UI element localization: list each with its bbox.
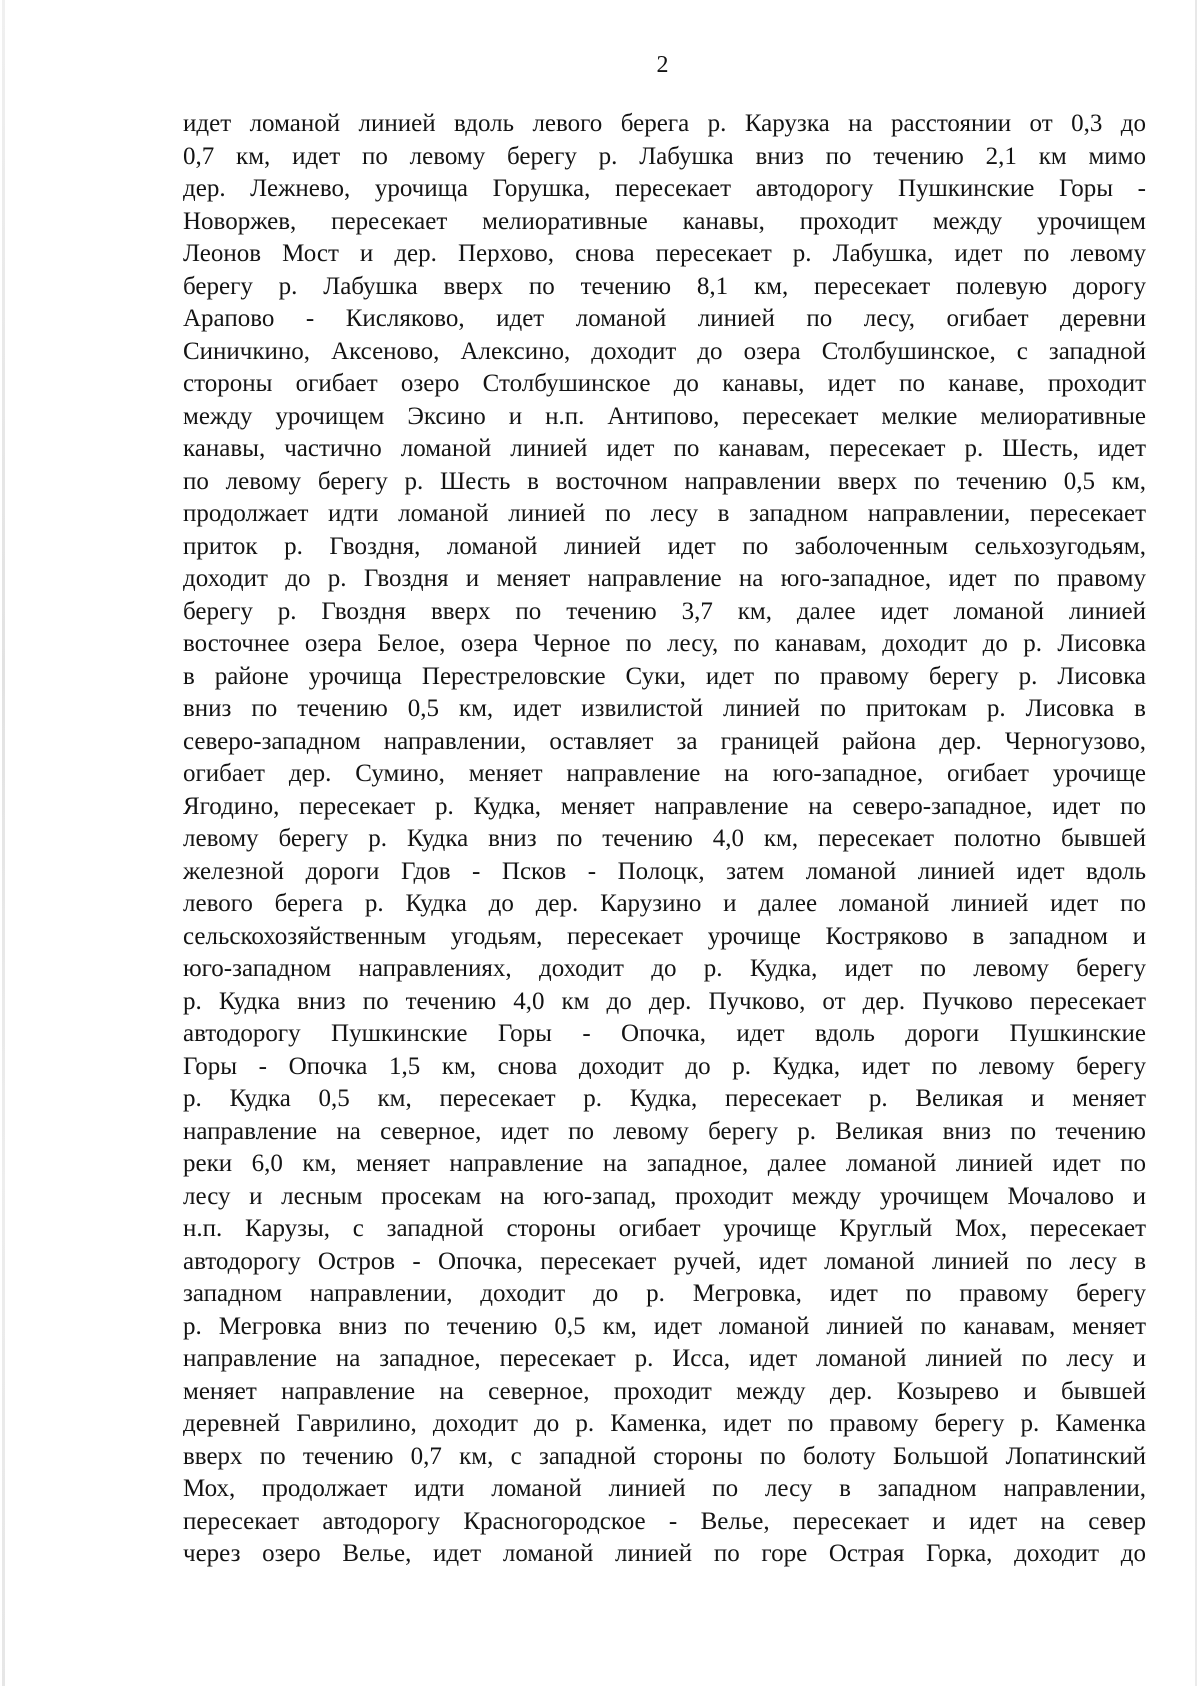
- scan-edge-left: [2, 0, 5, 1686]
- text-line: левого берега р. Кудка до дер. Карузино и далее ломаной линией идет по: [183, 890, 1146, 917]
- text-line: юго-западном направлениях, доходит до р. Кудка, идет по левому берегу: [183, 955, 1146, 982]
- text-line: деревней Гаврилино, доходит до р. Каменка, идет по правому берегу р. Каменка: [183, 1410, 1146, 1437]
- text-line: лесу и лесным просекам на юго-запад, проходит между урочищем Мочалово и: [183, 1182, 1146, 1210]
- text-line: автодорогу Пушкинские Горы - Опочка, идет вдоль дороги Пушкинские: [183, 1020, 1146, 1047]
- document-body: [183, 108, 1146, 1571]
- text-line: пересекает автодорогу Красногородское - Велье, пересекает и идет на север: [183, 1507, 1146, 1535]
- text-line: огибает дер. Сумино, меняет направление на юго-западное, огибает урочище: [183, 760, 1146, 787]
- text-line: через озеро Велье, идет ломаной линией по горе Острая Горка, доходит до: [183, 1540, 1146, 1567]
- text-line: реки 6,0 км, меняет направление на западное, далее ломаной линией идет по: [183, 1150, 1146, 1177]
- text-line: направление на северное, идет по левому берегу р. Великая вниз по течению: [183, 1117, 1146, 1145]
- text-line: автодорогу Остров - Опочка, пересекает ручей, идет ломаной линией по лесу в: [183, 1247, 1146, 1275]
- text-line: доходит до р. Гвоздня и меняет направление на юго-западное, идет по правому: [183, 565, 1146, 592]
- text-line: восточнее озера Белое, озера Черное по лесу, по канавам, доходит до р. Лисовка: [183, 630, 1146, 657]
- text-line: берегу р. Гвоздня вверх по течению 3,7 км, далее идет ломаной линией: [183, 597, 1146, 625]
- page-number: 2: [656, 52, 669, 78]
- text-line: Горы - Опочка 1,5 км, снова доходит до р. Кудка, идет по левому берегу: [183, 1052, 1146, 1080]
- text-line: р. Кудка 0,5 км, пересекает р. Кудка, пересекает р. Великая и меняет: [183, 1085, 1146, 1112]
- text-line: дер. Лежнево, урочища Горушка, пересекает автодорогу Пушкинские Горы -: [183, 175, 1146, 202]
- text-line: приток р. Гвоздня, ломаной линией идет по заболоченным сельхозугодьям,: [183, 532, 1146, 560]
- text-line: р. Мегровка вниз по течению 0,5 км, идет ломаной линией по канавам, меняет: [183, 1312, 1146, 1340]
- text-line: левому берегу р. Кудка вниз по течению 4,0 км, пересекает полотно бывшей: [183, 825, 1146, 852]
- text-line: вверх по течению 0,7 км, с западной стороны по болоту Большой Лопатинский: [183, 1442, 1146, 1470]
- text-line: северо-западном направлении, оставляет за границей района дер. Черногузово,: [183, 727, 1146, 755]
- text-line: Синичкино, Аксеново, Алексино, доходит до озера Столбушинское, с западной: [183, 337, 1146, 365]
- text-line: н.п. Карузы, с западной стороны огибает урочище Круглый Мох, пересекает: [183, 1215, 1146, 1242]
- text-line: Леонов Мост и дер. Перхово, снова пересекает р. Лабушка, идет по левому: [183, 240, 1146, 267]
- text-line: стороны огибает озеро Столбушинское до канавы, идет по канаве, проходит: [183, 370, 1146, 397]
- text-line: между урочищем Эксино и н.п. Антипово, пересекает мелкие мелиоративные: [183, 402, 1146, 430]
- text-line: Новоржев, пересекает мелиоративные канавы, проходит между урочищем: [183, 207, 1146, 235]
- text-line: сельскохозяйственным угодьям, пересекает урочище Костряково в западном и: [183, 922, 1146, 950]
- text-line: Арапово - Кисляково, идет ломаной линией по лесу, огибает деревни: [183, 305, 1146, 332]
- text-line: 0,7 км, идет по левому берегу р. Лабушка вниз по течению 2,1 км мимо: [183, 142, 1146, 170]
- text-line: направление на западное, пересекает р. Исса, идет ломаной линией по лесу и: [183, 1345, 1146, 1372]
- scan-edge-right: [1195, 0, 1197, 1686]
- text-line: р. Кудка вниз по течению 4,0 км до дер. Пучково, от дер. Пучково пересекает: [183, 987, 1146, 1015]
- text-line: вниз по течению 0,5 км, идет извилистой линией по притокам р. Лисовка в: [183, 695, 1146, 722]
- text-line: берегу р. Лабушка вверх по течению 8,1 км, пересекает полевую дорогу: [183, 272, 1146, 300]
- text-line: западном направлении, доходит до р. Мегровка, идет по правому берегу: [183, 1280, 1146, 1307]
- text-line: меняет направление на северное, проходит между дер. Козырево и бывшей: [183, 1377, 1146, 1405]
- text-line: железной дороги Гдов - Псков - Полоцк, затем ломаной линией идет вдоль: [183, 857, 1146, 885]
- text-line: в районе урочища Перестреловские Суки, идет по правому берегу р. Лисовка: [183, 662, 1146, 690]
- text-line: идет ломаной линией вдоль левого берега р. Карузка на расстоянии от 0,3 до: [183, 110, 1146, 137]
- text-line: по левому берегу р. Шесть в восточном направлении вверх по течению 0,5 км,: [183, 467, 1146, 495]
- text-line: Мох, продолжает идти ломаной линией по лесу в западном направлении,: [183, 1475, 1146, 1502]
- text-line: канавы, частично ломаной линией идет по канавам, пересекает р. Шесть, идет: [183, 435, 1146, 462]
- text-line: продолжает идти ломаной линией по лесу в западном направлении, пересекает: [183, 500, 1146, 527]
- text-line: Ягодино, пересекает р. Кудка, меняет направление на северо-западное, идет по: [183, 792, 1146, 820]
